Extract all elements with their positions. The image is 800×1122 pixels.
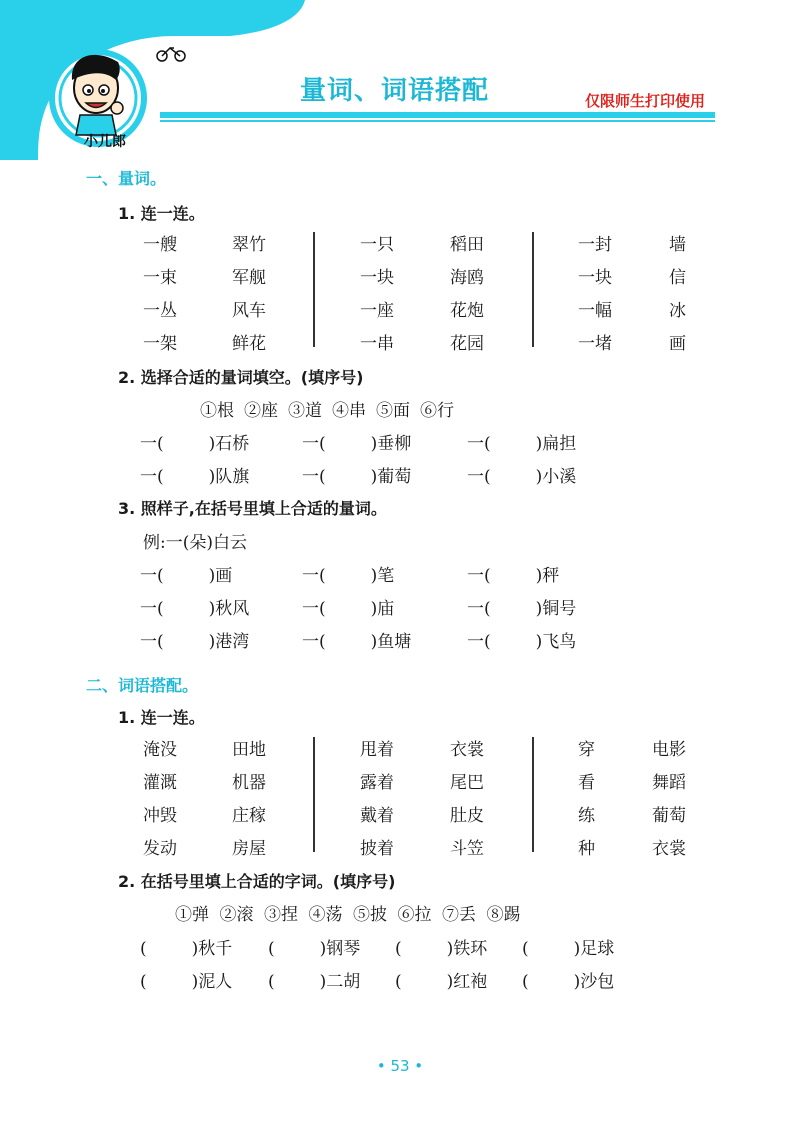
blank-word: 队旗 xyxy=(215,467,250,487)
brand-label: 小儿郎 xyxy=(84,134,126,150)
blank-suffix: ) xyxy=(535,632,543,652)
blank-word: 秋风 xyxy=(215,599,250,619)
s1-q3-title: 3. 照样子,在括号里填上合适的量词。 xyxy=(118,499,387,518)
blank-word: 画 xyxy=(215,566,233,586)
fill-blank-item xyxy=(302,627,411,652)
divider xyxy=(313,737,315,852)
divider xyxy=(313,232,315,347)
match-right-word[interactable]: 军舰 xyxy=(232,268,266,288)
match-left-word[interactable]: 一架 xyxy=(143,334,177,354)
bicycle-icon xyxy=(157,48,185,61)
blank-word: 红袍 xyxy=(453,972,488,992)
match-left-word[interactable]: 戴着 xyxy=(360,806,394,826)
match-left-word[interactable]: 发动 xyxy=(143,839,177,859)
match-right-word[interactable]: 机器 xyxy=(232,773,266,793)
fill-blank-item xyxy=(268,967,360,992)
match-right-word[interactable]: 舞蹈 xyxy=(652,773,686,793)
blank-suffix: ) xyxy=(535,467,543,487)
blank-prefix: 一( xyxy=(467,434,491,454)
match-right-word[interactable]: 风车 xyxy=(232,301,266,321)
match-left-word[interactable]: 一束 xyxy=(143,268,177,288)
blank-word: 沙包 xyxy=(580,972,615,992)
fill-blank-item xyxy=(467,462,576,487)
blank-suffix: ) xyxy=(370,467,378,487)
blank-suffix: ) xyxy=(535,434,543,454)
option-item: ⑦丢 xyxy=(442,905,476,925)
match-left-word[interactable]: 淹没 xyxy=(143,740,177,760)
blank-word: 庙 xyxy=(377,599,395,619)
match-left-word[interactable]: 一只 xyxy=(360,235,394,255)
blank-word: 石桥 xyxy=(215,434,250,454)
match-left-word[interactable]: 一堵 xyxy=(578,334,612,354)
s2-q2-title: 2. 在括号里填上合适的字词。(填序号) xyxy=(118,872,396,891)
blank-suffix: ) xyxy=(370,434,378,454)
option-item: ③捏 xyxy=(264,905,298,925)
match-right-word[interactable]: 斗笠 xyxy=(450,839,484,859)
match-left-word[interactable]: 一块 xyxy=(578,268,612,288)
blank-suffix: ) xyxy=(535,566,543,586)
fill-blank-item xyxy=(140,967,232,992)
match-left-word[interactable]: 种 xyxy=(578,839,595,859)
blank-suffix: ) xyxy=(191,972,199,992)
blank-word: 铁环 xyxy=(453,939,488,959)
option-item: ⑤披 xyxy=(353,905,387,925)
blank-prefix: ( xyxy=(268,972,275,992)
match-right-word[interactable]: 葡萄 xyxy=(652,806,686,826)
match-left-word[interactable]: 冲毁 xyxy=(143,806,177,826)
blank-prefix: 一( xyxy=(467,467,491,487)
fill-blank-item xyxy=(467,561,559,586)
s2-q1-title: 1. 连一连。 xyxy=(118,708,205,727)
match-left-word[interactable]: 看 xyxy=(578,773,595,793)
s1-q2-title: 2. 选择合适的量词填空。(填序号) xyxy=(118,368,364,387)
divider xyxy=(532,737,534,852)
match-left-word[interactable]: 穿 xyxy=(578,740,595,760)
blank-word: 葡萄 xyxy=(377,467,412,487)
option-item: ④荡 xyxy=(308,905,343,925)
blank-word: 鱼塘 xyxy=(377,632,412,652)
print-notice: 仅限师生打印使用 xyxy=(585,92,706,110)
blank-suffix: ) xyxy=(535,599,543,619)
blank-suffix: ) xyxy=(370,566,378,586)
blank-prefix: ( xyxy=(395,939,402,959)
match-right-word[interactable]: 肚皮 xyxy=(450,806,484,826)
match-left-word[interactable]: 一丛 xyxy=(143,301,177,321)
blank-suffix: ) xyxy=(208,467,216,487)
blank-suffix: ) xyxy=(208,599,216,619)
fill-blank-item xyxy=(140,429,249,454)
blank-suffix: ) xyxy=(370,632,378,652)
blank-word: 港湾 xyxy=(215,632,250,652)
blank-suffix: ) xyxy=(573,939,581,959)
blank-prefix: 一( xyxy=(140,599,164,619)
blank-prefix: ( xyxy=(140,939,147,959)
blank-prefix: ( xyxy=(522,972,529,992)
blank-prefix: 一( xyxy=(140,566,164,586)
match-right-word[interactable]: 电影 xyxy=(652,740,686,760)
match-right-word[interactable]: 庄稼 xyxy=(232,806,266,826)
match-left-word[interactable]: 一封 xyxy=(578,235,612,255)
match-right-word[interactable]: 信 xyxy=(669,268,686,288)
option-item: ③道 xyxy=(288,401,322,421)
match-right-word[interactable]: 翠竹 xyxy=(232,235,266,255)
blank-suffix: ) xyxy=(446,939,454,959)
fill-blank-item xyxy=(467,429,576,454)
page-number: • 53 • xyxy=(376,1057,424,1075)
blank-word: 泥人 xyxy=(198,972,233,992)
match-right-word[interactable]: 冰 xyxy=(669,301,686,321)
blank-prefix: ( xyxy=(522,939,529,959)
blank-prefix: 一( xyxy=(467,599,491,619)
option-item: ①弹 xyxy=(175,905,209,925)
blank-prefix: 一( xyxy=(467,566,491,586)
blank-word: 钢琴 xyxy=(326,939,361,959)
match-left-word[interactable]: 一块 xyxy=(360,268,394,288)
blank-word: 小溪 xyxy=(542,467,577,487)
match-right-word[interactable]: 墙 xyxy=(669,235,686,255)
match-right-word[interactable]: 鲜花 xyxy=(232,334,266,354)
blank-prefix: ( xyxy=(140,972,147,992)
blank-suffix: ) xyxy=(208,632,216,652)
blank-suffix: ) xyxy=(319,939,327,959)
blank-suffix: ) xyxy=(573,972,581,992)
fill-blank-item xyxy=(140,934,232,959)
blank-prefix: ( xyxy=(268,939,275,959)
fill-blank-item xyxy=(140,627,249,652)
blank-prefix: 一( xyxy=(302,599,326,619)
fill-blank-item xyxy=(268,934,360,959)
match-right-word[interactable]: 田地 xyxy=(232,740,266,760)
blank-prefix: 一( xyxy=(140,434,164,454)
match-right-word[interactable]: 衣裳 xyxy=(652,839,686,859)
page-title: 量词、词语搭配 xyxy=(300,76,490,106)
fill-blank-item xyxy=(302,561,394,586)
fill-blank-item xyxy=(522,934,614,959)
fill-blank-item xyxy=(140,594,249,619)
match-right-word[interactable]: 花炮 xyxy=(450,301,484,321)
blank-prefix: ( xyxy=(395,972,402,992)
fill-blank-item xyxy=(140,561,232,586)
option-item: ⑧踢 xyxy=(486,905,521,925)
blank-word: 秋千 xyxy=(198,939,233,959)
blank-word: 飞鸟 xyxy=(542,632,577,652)
match-right-word[interactable]: 海鸥 xyxy=(450,268,484,288)
blank-prefix: 一( xyxy=(140,632,164,652)
option-item: ①根 xyxy=(200,401,234,421)
blank-prefix: 一( xyxy=(302,566,326,586)
blank-word: 二胡 xyxy=(326,972,361,992)
blank-suffix: ) xyxy=(191,939,199,959)
match-right-word[interactable]: 房屋 xyxy=(232,839,266,859)
mountains-icon xyxy=(185,35,260,62)
blank-prefix: 一( xyxy=(467,632,491,652)
option-item: ⑥行 xyxy=(420,401,454,421)
blank-word: 笔 xyxy=(377,566,395,586)
section1-title: 一、量词。 xyxy=(86,169,167,188)
fill-blank-item xyxy=(395,967,487,992)
fill-blank-item xyxy=(522,967,614,992)
match-right-word[interactable]: 尾巴 xyxy=(450,773,484,793)
option-item: ②座 xyxy=(244,401,278,421)
match-left-word[interactable]: 一艘 xyxy=(143,235,177,255)
blank-word: 扁担 xyxy=(542,434,577,454)
fill-blank-item xyxy=(140,462,249,487)
blank-prefix: 一( xyxy=(302,434,326,454)
s1-q3-example: 例:一(朵)白云 xyxy=(143,533,247,553)
match-right-word[interactable]: 稻田 xyxy=(450,235,484,255)
match-right-word[interactable]: 花园 xyxy=(450,334,484,354)
match-right-word[interactable]: 衣裳 xyxy=(450,740,484,760)
divider xyxy=(532,232,534,347)
option-item: ⑥拉 xyxy=(397,905,432,925)
match-left-word[interactable]: 一座 xyxy=(360,301,394,321)
match-left-word[interactable]: 露着 xyxy=(360,773,394,793)
blank-suffix: ) xyxy=(208,434,216,454)
fill-blank-item xyxy=(302,462,411,487)
match-left-word[interactable]: 一串 xyxy=(360,334,394,354)
blank-word: 铜号 xyxy=(542,599,577,619)
blank-suffix: ) xyxy=(370,599,378,619)
fill-blank-item xyxy=(395,934,487,959)
blank-word: 足球 xyxy=(580,939,615,959)
match-left-word[interactable]: 灌溉 xyxy=(143,773,177,793)
match-left-word[interactable]: 披着 xyxy=(360,839,394,859)
option-item: ④串 xyxy=(332,401,366,421)
fill-blank-item xyxy=(302,429,411,454)
fill-blank-item xyxy=(302,594,394,619)
match-left-word[interactable]: 练 xyxy=(578,806,595,826)
blank-word: 垂柳 xyxy=(377,434,412,454)
s1-q1-title: 1. 连一连。 xyxy=(118,204,205,223)
blank-suffix: ) xyxy=(319,972,327,992)
blank-prefix: 一( xyxy=(302,467,326,487)
fill-blank-item xyxy=(467,627,576,652)
option-item: ⑤面 xyxy=(376,401,410,421)
blank-prefix: 一( xyxy=(140,467,164,487)
match-right-word[interactable]: 画 xyxy=(669,334,686,354)
blank-word: 秤 xyxy=(542,566,560,586)
fill-blank-item xyxy=(467,594,576,619)
option-item: ②滚 xyxy=(219,905,254,925)
blank-suffix: ) xyxy=(446,972,454,992)
match-left-word[interactable]: 一幅 xyxy=(578,301,612,321)
section2-title: 二、词语搭配。 xyxy=(86,676,199,695)
blank-suffix: ) xyxy=(208,566,216,586)
blank-prefix: 一( xyxy=(302,632,326,652)
match-left-word[interactable]: 甩着 xyxy=(360,740,394,760)
